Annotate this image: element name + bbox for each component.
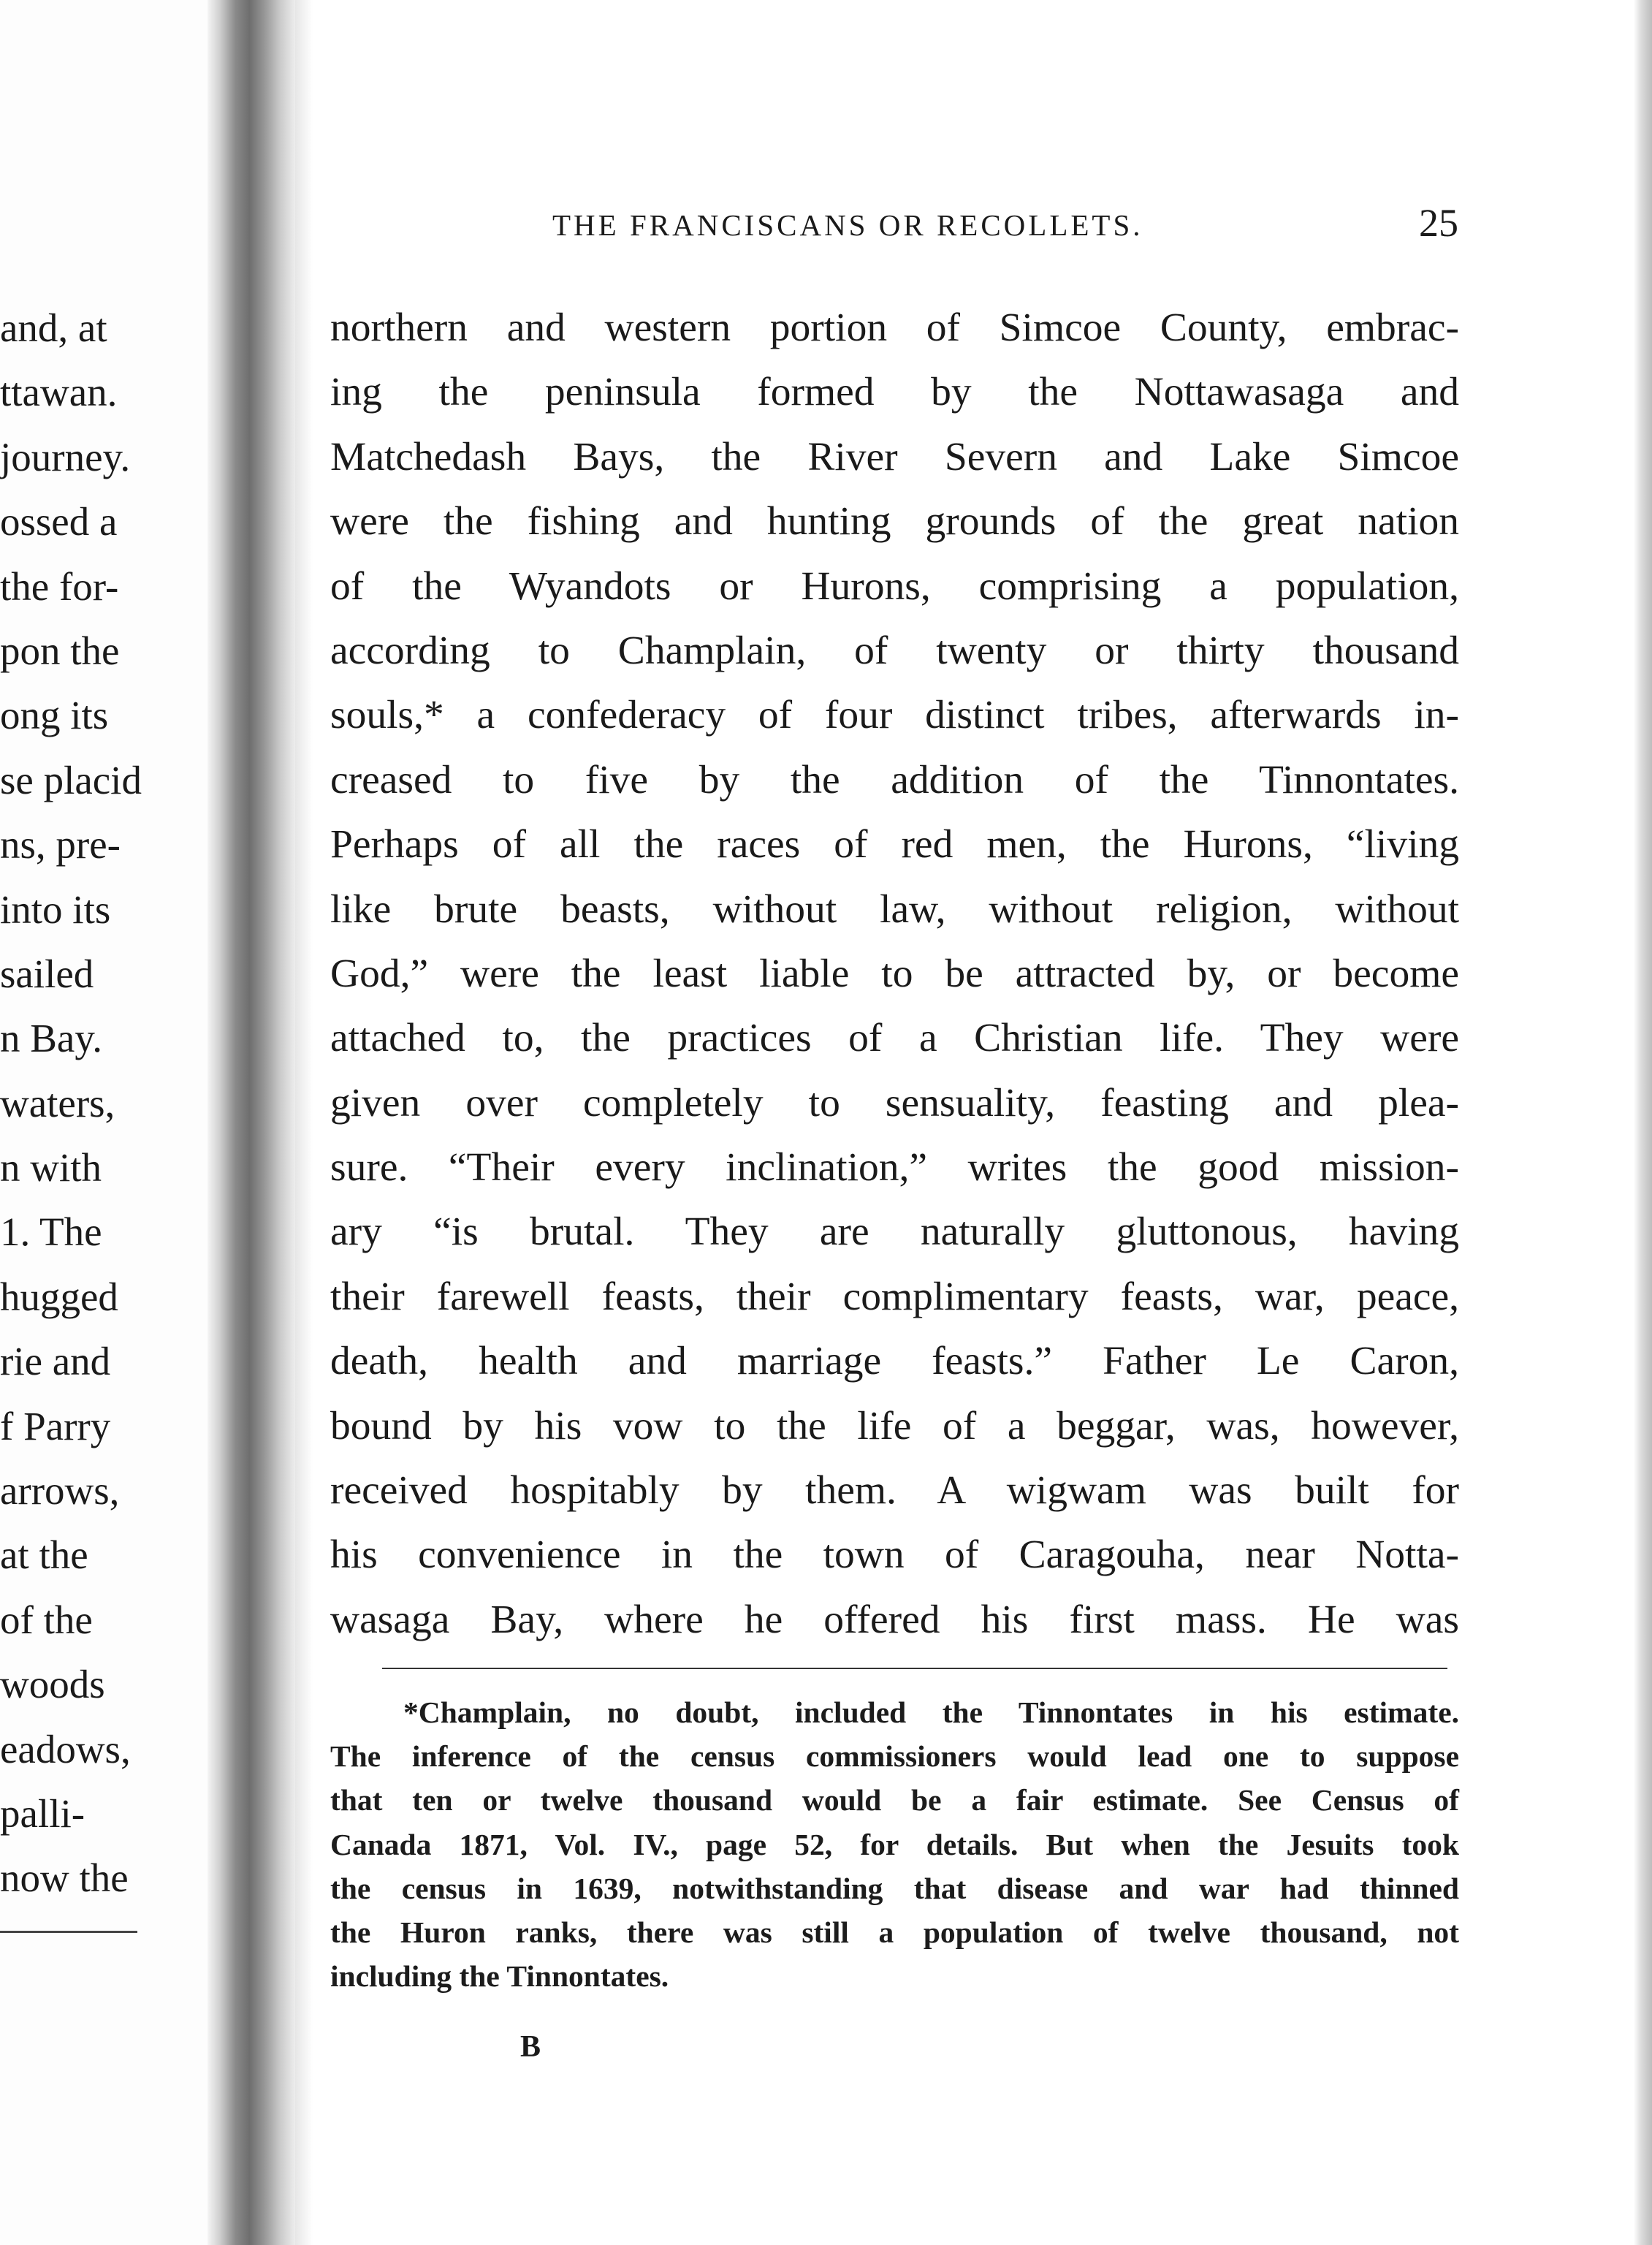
facing-line: now the <box>0 1855 129 1901</box>
text-line: received hospitably by them. A wigwam was built for <box>330 1468 1459 1513</box>
facing-line: woods <box>0 1662 105 1707</box>
footnote-line: Canada 1871, Vol. IV., page 52, for details. But when the Jesuits took <box>330 1827 1459 1861</box>
facing-line: rie and <box>0 1339 111 1384</box>
running-head <box>552 203 1458 247</box>
facing-line: n Bay. <box>0 1016 103 1061</box>
text-line: like brute beasts, without law, without religion, without <box>330 886 1459 932</box>
facing-line: waters, <box>0 1080 115 1125</box>
facing-page-text <box>0 296 151 1911</box>
facing-line: ossed a <box>0 499 118 544</box>
facing-line: ns, pre- <box>0 822 121 867</box>
text-line: given over completely to sensuality, feasting and plea- <box>330 1080 1459 1125</box>
text-line: creased to five by the addition of the Tinnontates. <box>330 757 1459 802</box>
facing-line: at the <box>0 1532 88 1578</box>
facing-line: eadows, <box>0 1726 131 1771</box>
facing-line: pon the <box>0 628 120 673</box>
text-line: Perhaps of all the races of red men, the Hurons, “living <box>330 822 1459 867</box>
text-line: wasaga Bay, where he offered his first mass. He was <box>330 1597 1459 1642</box>
facing-line: palli- <box>0 1790 85 1836</box>
text-line: attached to, the practices of a Christian life. They were <box>330 1016 1459 1061</box>
facing-line: ttawan. <box>0 370 118 415</box>
text-line: their farewell feasts, their complimentary feasts, war, peace, <box>330 1274 1459 1319</box>
facing-line: and, at <box>0 305 107 350</box>
facing-footnote-rule <box>0 1931 137 1933</box>
text-line: bound by his vow to the life of a beggar, was, however, <box>330 1403 1459 1448</box>
text-line: Matchedash Bays, the River Severn and Lake Simcoe <box>330 434 1459 479</box>
footnote-line: the Huron ranks, there was still a population of twelve thousand, not <box>330 1915 1459 1949</box>
text-line: sure. “Their every inclination,” writes the good mission- <box>330 1145 1459 1190</box>
page-edge-shadow <box>1634 0 1652 2245</box>
text-line: northern and western portion of Simcoe County, embrac- <box>330 305 1459 350</box>
footnote-rule <box>382 1668 1447 1669</box>
running-title: THE FRANCISCANS OR RECOLLETS. <box>552 208 1143 242</box>
page-number: 25 <box>1419 201 1458 245</box>
facing-page-fragment <box>0 0 219 2245</box>
text-line: of the Wyandots or Hurons, comprising a population, <box>330 563 1459 609</box>
text-line: his convenience in the town of Caragouha, near Notta- <box>330 1532 1459 1578</box>
gutter-highlight <box>295 0 313 2245</box>
facing-line: se placid <box>0 757 142 802</box>
printer-signature-mark: B <box>520 2030 541 2064</box>
facing-line: f Parry <box>0 1403 111 1448</box>
facing-line: ong its <box>0 693 109 738</box>
text-line: ary “is brutal. They are naturally gluttonous, having <box>330 1209 1459 1255</box>
main-text-block <box>330 296 1459 1652</box>
facing-line: sailed <box>0 951 94 996</box>
footnote-line: The inference of the census commissioners would lead one to suppose <box>330 1739 1459 1774</box>
footnote-line: the census in 1639, notwithstanding that disease and war had thinned <box>330 1871 1459 1905</box>
facing-line: 1. The <box>0 1209 102 1255</box>
footnote-line: including the Tinnontates. <box>330 1959 669 1994</box>
text-line: ing the peninsula formed by the Nottawasaga and <box>330 370 1459 415</box>
facing-line: into its <box>0 886 111 932</box>
text-line: according to Champlain, of twenty or thirty thousand <box>330 628 1459 673</box>
book-gutter-shadow <box>208 0 295 2245</box>
text-line: death, health and marriage feasts.” Father Le Caron, <box>330 1339 1459 1384</box>
text-line: souls,* a confederacy of four distinct tribes, afterwards in- <box>330 693 1459 738</box>
facing-line: hugged <box>0 1274 118 1319</box>
footnote <box>330 1690 1459 1998</box>
facing-line: of the <box>0 1597 93 1642</box>
text-line: God,” were the least liable to be attracted by, or become <box>330 951 1459 996</box>
facing-line: journey. <box>0 434 131 479</box>
text-line: were the fishing and hunting grounds of the great nation <box>330 499 1459 544</box>
footnote-line: *Champlain, no doubt, included the Tinnontates in his estimate. <box>403 1695 1459 1729</box>
facing-line: the for- <box>0 563 119 609</box>
facing-line: n with <box>0 1145 102 1190</box>
facing-line: arrows, <box>0 1468 120 1513</box>
footnote-line: that ten or twelve thousand would be a fair estimate. See Census of <box>330 1783 1459 1817</box>
